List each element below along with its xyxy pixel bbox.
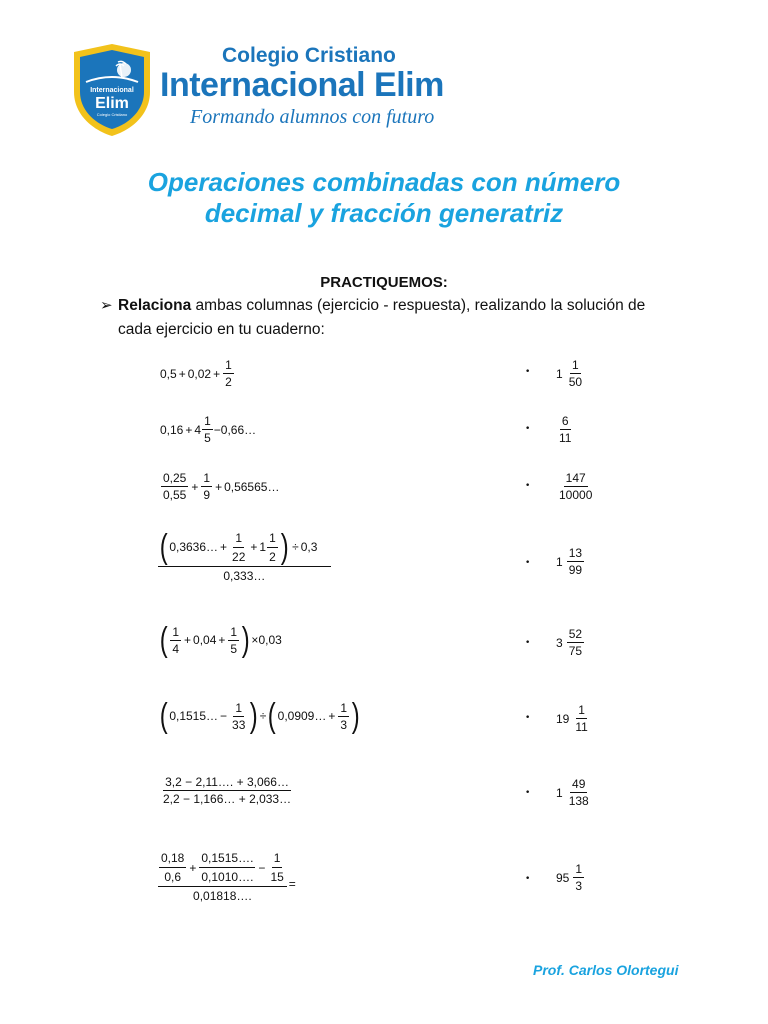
bullet-icon: • [525, 788, 531, 798]
instruction-text: ambas columnas (ejercicio - respuesta), realizando la solución de cada ejercicio en tu cuaderno: [118, 297, 646, 338]
exercise-4: ( 0,3636… + $\frac{1}{22}$ + 1 $\frac{1}{2}$ ) ÷ 0,3 0,333… [158, 530, 331, 583]
section-heading: PRACTIQUEMOS: [320, 274, 448, 291]
logo-text-main: Elim [95, 95, 129, 112]
school-name-line1: Colegio Cristiano [222, 44, 396, 67]
bullet-icon: • [525, 558, 531, 568]
bullet-icon: • [525, 874, 531, 884]
page-title-line1: Operaciones combinadas con número [147, 167, 621, 197]
exercise-2: 0,16 + 4 $\frac{1}{5}$ − 0,66… [160, 414, 257, 445]
exercise-8: $\frac{0,18}{0,6}$ + $\frac{0,1515\dots.}{0,1010\dots.}$ − $\frac{1}{15}$ 0,01818…. = [158, 851, 296, 903]
exercise-7: $\frac{3,2 - 2,11\dots. + 3,066\dots}{2,2 - 1,166\dots + 2,033\dots}$ [163, 775, 292, 806]
exercise-6: ( 0,1515… − $\frac{1}{33}$ ) ÷ ( 0,0909… + $\frac{1}{3}$ ) [159, 697, 360, 735]
exercise-1: 0,5 + 0,02 + $\frac{1}{2}$ [160, 358, 232, 389]
answer-7: 1 $\frac{49}{138}$ [556, 777, 589, 808]
logo-text-bottom: Colegio Cristiano [96, 112, 128, 117]
answer-1: 1 $\frac{1}{50}$ [556, 358, 583, 389]
bullet-icon: • [525, 367, 531, 377]
answer-6: 19 $\frac{1}{11}$ [556, 703, 588, 734]
school-slogan: Formando alumnos con futuro [190, 106, 435, 128]
school-logo [72, 42, 152, 138]
exercise-3: $\frac{0,25}{0,55}$ + $\frac{1}{9}$ + 0,56565… [163, 471, 280, 502]
bullet-icon: • [525, 481, 531, 491]
instruction-bold: Relaciona [118, 297, 192, 314]
page-title-line2: decimal y fracción generatriz [204, 198, 564, 228]
bullet-icon: • [525, 424, 531, 434]
bullet-icon: • [525, 713, 531, 723]
arrow-bullet-icon: ➢ [100, 297, 113, 314]
answer-3: $\frac{147}{10000}$ [559, 471, 593, 502]
bullet-icon: • [525, 638, 531, 648]
answer-5: 3 $\frac{52}{75}$ [556, 627, 583, 658]
school-name-line2: Internacional Elim [160, 66, 444, 104]
author-signature: Prof. Carlos Olortegui [533, 962, 679, 978]
instruction [100, 294, 680, 342]
answer-8: 95 $\frac{1}{3}$ [556, 862, 583, 893]
exercise-5: ( $\frac{1}{4}$ + 0,04 + $\frac{1}{5}$ ) × 0,03 [159, 621, 282, 659]
answer-2: $\frac{6}{11}$ [559, 414, 572, 445]
logo-text-top: Internacional [90, 87, 134, 94]
answer-4: 1 $\frac{13}{99}$ [556, 546, 583, 577]
